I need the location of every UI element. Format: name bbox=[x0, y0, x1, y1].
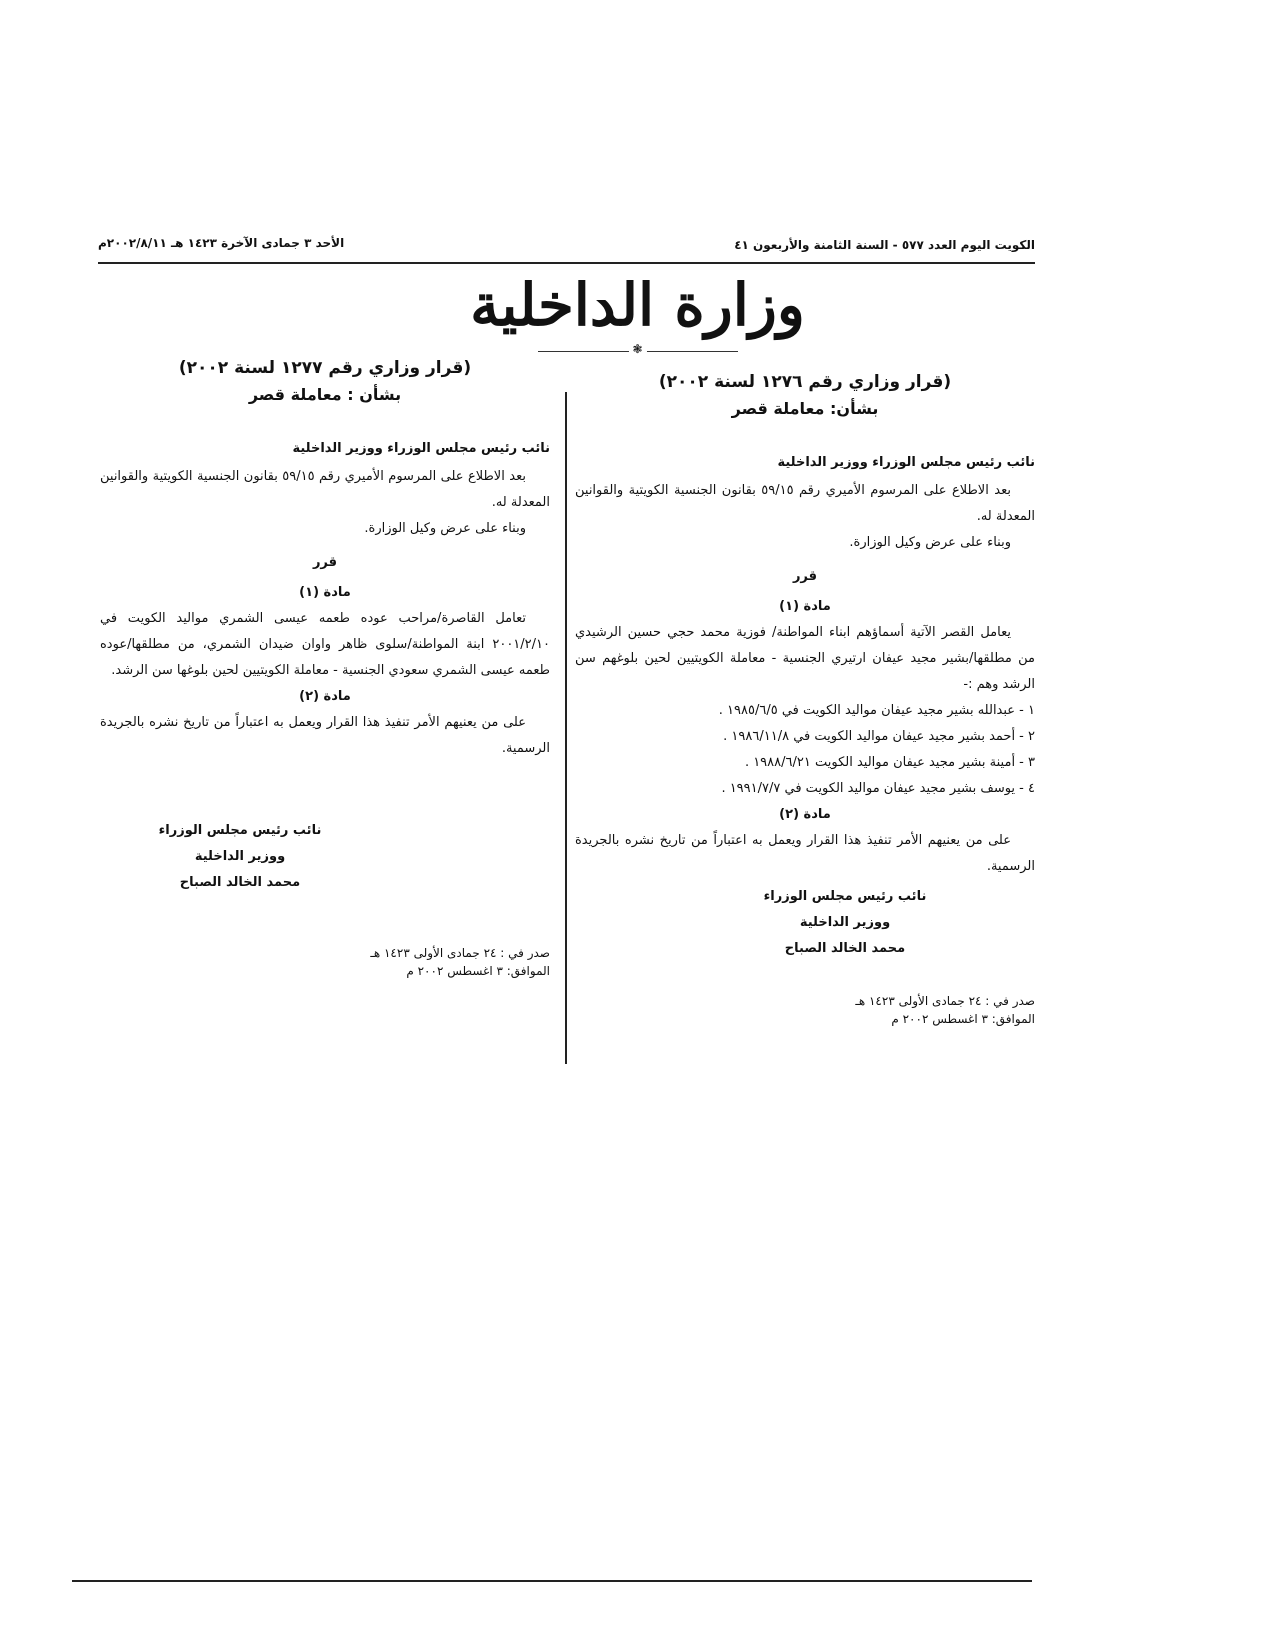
minor-item: ١ - عبدالله بشير مجيد عيفان مواليد الكويت في ١٩٨٥/٦/٥ . bbox=[718, 703, 1035, 718]
signature-block bbox=[735, 884, 955, 962]
ministry-title: وزارة الداخلية bbox=[470, 271, 805, 339]
issue-date-block bbox=[575, 992, 1035, 1028]
signature-line: محمد الخالد الصباح bbox=[179, 875, 301, 890]
article-2-text: على من يعنيهم الأمر تنفيذ هذا القرار ويعمل به اعتباراً من تاريخ نشره بالجريدة الرسمية. bbox=[100, 715, 550, 756]
decree-1277 bbox=[100, 354, 550, 980]
decree-authority: نائب رئيس مجلس الوزراء ووزير الداخلية bbox=[777, 455, 1035, 470]
ornament-star-icon: ❃ bbox=[628, 342, 646, 356]
decree-preamble: بعد الاطلاع على المرسوم الأميري رقم ٥٩/١٥ بقانون الجنسية الكويتية والقوانين المعدلة له. bbox=[100, 469, 550, 510]
minor-item: ٢ - أحمد بشير مجيد عيفان مواليد الكويت في ١٩٨٦/١١/٨ . bbox=[723, 729, 1035, 744]
article-1-heading: مادة (١) bbox=[779, 599, 831, 614]
article-2-heading: مادة (٢) bbox=[779, 807, 831, 822]
decided-heading: قرر bbox=[792, 569, 818, 584]
decree-title: (قرار وزاري رقم ١٢٧٧ لسنة ٢٠٠٢) bbox=[178, 358, 472, 378]
masthead-ornament bbox=[538, 344, 738, 358]
signature-line: ووزير الداخلية bbox=[194, 849, 286, 864]
signature-line: محمد الخالد الصباح bbox=[784, 941, 906, 956]
issue-info: الكويت اليوم العدد ٥٧٧ - السنة الثامنة والأربعون ٤١ bbox=[734, 238, 1035, 252]
issue-date-block bbox=[100, 944, 550, 980]
decided-heading: قرر bbox=[312, 555, 338, 570]
decree-preamble: بعد الاطلاع على المرسوم الأميري رقم ٥٩/١٥ بقانون الجنسية الكويتية والقوانين المعدلة له. bbox=[575, 483, 1035, 524]
issue-date: الأحد ٣ جمادى الآخرة ١٤٢٣ هـ ٢٠٠٢/٨/١١م bbox=[98, 236, 345, 250]
issued-hijri: صدر في : ٢٤ جمادى الأولى ١٤٢٣ هـ bbox=[370, 946, 550, 960]
issued-hijri: صدر في : ٢٤ جمادى الأولى ١٤٢٣ هـ bbox=[855, 994, 1035, 1008]
decree-authority: نائب رئيس مجلس الوزراء ووزير الداخلية bbox=[292, 441, 550, 456]
article-2-text: على من يعنيهم الأمر تنفيذ هذا القرار ويعمل به اعتباراً من تاريخ نشره بالجريدة الرسمية. bbox=[575, 833, 1035, 874]
minor-item: ٣ - أمينة بشير مجيد عيفان مواليد الكويت ١٩٨٨/٦/٢١ . bbox=[744, 755, 1035, 770]
running-header bbox=[98, 232, 1035, 264]
article-1-heading: مادة (١) bbox=[299, 585, 351, 600]
minor-item: ٤ - يوسف بشير مجيد عيفان مواليد الكويت في ١٩٩١/٧/٧ . bbox=[721, 781, 1035, 796]
signature-line: نائب رئيس مجلس الوزراء bbox=[763, 889, 927, 904]
signature-line: نائب رئيس مجلس الوزراء bbox=[158, 823, 322, 838]
signature-block bbox=[130, 818, 350, 896]
footer-rule bbox=[72, 1580, 1032, 1582]
issued-gregorian: الموافق: ٣ اغسطس ٢٠٠٢ م bbox=[406, 964, 550, 978]
decree-basis: وبناء على عرض وكيل الوزارة. bbox=[849, 535, 1011, 550]
signature-line: ووزير الداخلية bbox=[799, 915, 891, 930]
decree-subject: بشأن: معاملة قصر bbox=[731, 399, 879, 418]
column-divider bbox=[565, 392, 567, 1064]
decree-basis: وبناء على عرض وكيل الوزارة. bbox=[364, 521, 526, 536]
decree-1276 bbox=[575, 368, 1035, 1028]
issued-gregorian: الموافق: ٣ اغسطس ٢٠٠٢ م bbox=[891, 1012, 1035, 1026]
article-1-text: يعامل القصر الآتية أسماؤهم ابناء المواطنة/ فوزية محمد حجي حسين الرشيدي من مطلقها/بشير مجيد عيفان ارتيري الجنسية - معاملة الكويتيين لحين بلوغهم سن الرشد وهم :- bbox=[575, 625, 1035, 692]
decree-subject: بشأن : معاملة قصر bbox=[248, 385, 402, 404]
ministry-masthead bbox=[0, 270, 1275, 358]
decree-title: (قرار وزاري رقم ١٢٧٦ لسنة ٢٠٠٢) bbox=[658, 372, 952, 392]
article-1-text: تعامل القاصرة/مراحب عوده طعمه عيسى الشمري مواليد الكويت في ٢٠٠١/٢/١٠ ابنة المواطنة/سلوى ظاهر واوان ضيدان الشمري، من مطلقها/عوده طعمه عيسى الشمري سعودي الجنسية - معاملة الكويتيين لحين بلوغها سن الرشد. bbox=[100, 611, 550, 678]
article-2-heading: مادة (٢) bbox=[299, 689, 351, 704]
